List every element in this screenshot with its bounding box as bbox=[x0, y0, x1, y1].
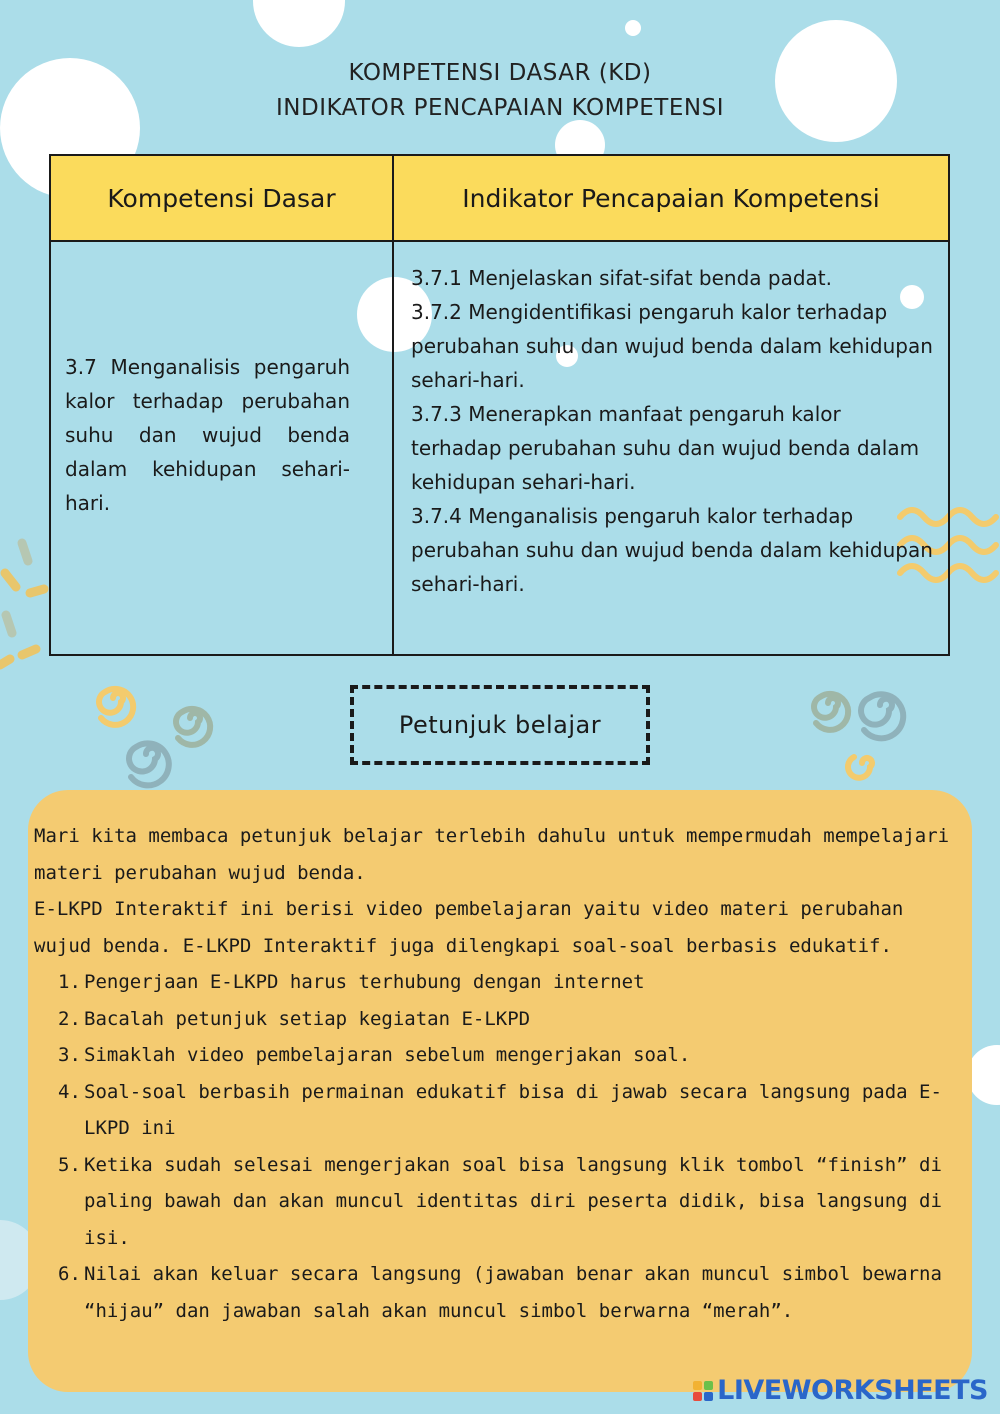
page-subtitle: INDIKATOR PENCAPAIAN KOMPETENSI bbox=[276, 95, 724, 121]
brand-name: LIVEWORKSHEETS bbox=[717, 1375, 988, 1406]
competency-table bbox=[49, 154, 950, 656]
indicator-list bbox=[395, 243, 947, 601]
table-row bbox=[50, 241, 949, 655]
intro-paragraph: Mari kita membaca petunjuk belajar terlebih dahulu untuk mempermudah mempelajari materi perubahan wujud benda. bbox=[34, 825, 950, 884]
step-number: 2. bbox=[58, 1007, 81, 1030]
liveworksheets-logo-icon bbox=[693, 1381, 713, 1401]
list-item bbox=[58, 1147, 962, 1257]
step-text: Simaklah video pembelajaran sebelum mengerjakan soal. bbox=[84, 1044, 691, 1066]
step-text: Bacalah petunjuk setiap kegiatan E-LKPD bbox=[84, 1007, 531, 1030]
intro-paragraph: E-LKPD Interaktif ini berisi video pembelajaran yaitu video materi perubahan wujud benda. E-LKPD Interaktif juga dilengkapi soal-soal berbasis edukatif. bbox=[34, 898, 904, 957]
table-header-row bbox=[50, 155, 949, 241]
step-text: Nilai akan keluar secara langsung (jawaban benar akan muncul simbol bewarna “hijau” dan jawaban salah akan muncul simbol berwarna “merah”. bbox=[84, 1263, 942, 1322]
step-text: Ketika sudah selesai mengerjakan soal bisa langsung klik tombol “finish” di paling bawah dan akan muncul identitas diri peserta didik, bisa langsung di isi. bbox=[84, 1153, 942, 1249]
white-circle-icon bbox=[253, 0, 345, 47]
liveworksheets-brand[interactable] bbox=[693, 1375, 988, 1406]
step-number: 1. bbox=[58, 971, 81, 993]
white-circle-icon bbox=[625, 20, 641, 36]
indicator-cell bbox=[393, 241, 949, 655]
list-item bbox=[58, 964, 962, 1001]
kd-text: 3.7 Menganalisis pengaruh kalor terhadap perubahan suhu dan wujud benda dalam kehidupan sehari-hari. bbox=[65, 355, 350, 515]
step-text: Pengerjaan E-LKPD harus terhubung dengan internet bbox=[84, 971, 645, 993]
spiral-icon bbox=[88, 670, 228, 790]
list-item bbox=[58, 1074, 962, 1147]
kd-cell bbox=[50, 241, 393, 655]
instruction-list bbox=[34, 964, 962, 1329]
indicator-item: 3.7.4 Menganalisis pengaruh kalor terhadap perubahan suhu dan wujud benda dalam kehidupan sehari-hari. bbox=[411, 504, 933, 596]
indicator-item: 3.7.2 Mengidentifikasi pengaruh kalor terhadap perubahan suhu dan wujud benda dalam kehidupan sehari-hari. bbox=[411, 300, 933, 392]
list-item bbox=[58, 1037, 962, 1074]
step-number: 4. bbox=[58, 1080, 81, 1103]
header-kompetensi-dasar: Kompetensi Dasar bbox=[50, 155, 393, 241]
indicator-item: 3.7.3 Menerapkan manfaat pengaruh kalor terhadap perubahan suhu dan wujud benda dalam kehidupan sehari-hari. bbox=[411, 402, 920, 494]
header-indikator: Indikator Pencapaian Kompetensi bbox=[393, 155, 949, 241]
list-item bbox=[58, 1001, 962, 1038]
list-item bbox=[58, 1256, 962, 1329]
step-number: 3. bbox=[58, 1044, 81, 1066]
petunjuk-belajar-label: Petunjuk belajar bbox=[350, 685, 650, 765]
step-number: 5. bbox=[58, 1153, 81, 1176]
indicator-item: 3.7.1 Menjelaskan sifat-sifat benda padat. bbox=[411, 266, 832, 290]
dash-confetti-icon bbox=[0, 535, 55, 675]
step-text: Soal-soal berbasih permainan edukatif bisa di jawab secara langsung pada E-LKPD ini bbox=[84, 1080, 942, 1139]
step-number: 6. bbox=[58, 1263, 81, 1285]
instructions-panel bbox=[28, 790, 972, 1392]
spiral-icon bbox=[800, 665, 930, 795]
page-title: KOMPETENSI DASAR (KD) bbox=[348, 60, 652, 86]
